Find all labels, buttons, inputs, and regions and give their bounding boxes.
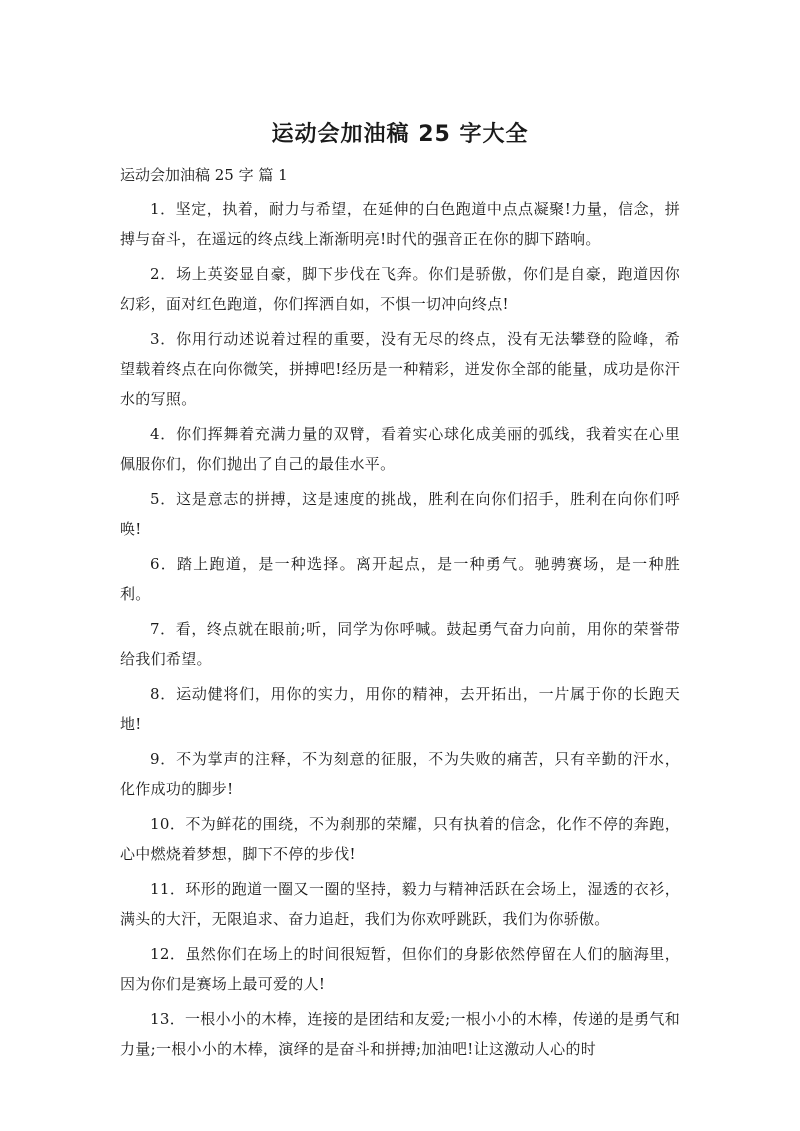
document-body (120, 194, 680, 1069)
paragraph: 9．不为掌声的注释，不为刻意的征服，不为失败的痛苦，只有辛勤的汗水，化作成功的脚步! (120, 750, 680, 798)
paragraph: 2．场上英姿显自豪，脚下步伐在飞奔。你们是骄傲，你们是自豪，跑道因你幻彩，面对红色跑道，你们挥洒自如，不惧一切冲向终点! (120, 265, 680, 313)
paragraph: 12．虽然你们在场上的时间很短暂，但你们的身影依然停留在人们的脑海里，因为你们是赛场上最可爱的人! (120, 945, 680, 993)
paragraph: 8．运动健将们，用你的实力，用你的精神，去开拓出，一片属于你的长跑天地! (120, 685, 680, 733)
paragraph: 6．踏上跑道，是一种选择。离开起点，是一种勇气。驰骋赛场，是一种胜利。 (120, 555, 680, 603)
paragraph: 3．你用行动述说着过程的重要，没有无尽的终点，没有无法攀登的险峰，希望载着终点在向你微笑，拼搏吧!经历是一种精彩，迸发你全部的能量，成功是你汗水的写照。 (120, 330, 680, 408)
paragraph: 1．坚定，执着，耐力与希望，在延伸的白色跑道中点点凝聚!力量，信念，拼搏与奋斗，在遥远的终点线上渐渐明亮!时代的强音正在你的脚下踏响。 (120, 200, 680, 248)
paragraph: 10．不为鲜花的围绕，不为刹那的荣耀，只有执着的信念，化作不停的奔跑，心中燃烧着梦想，脚下不停的步伐! (120, 815, 680, 863)
paragraph: 11．环形的跑道一圈又一圈的坚持，毅力与精神活跃在会场上，湿透的衣衫，满头的大汗，无限追求、奋力追赶，我们为你欢呼跳跃，我们为你骄傲。 (120, 880, 680, 928)
paragraph: 13．一根小小的木棒，连接的是团结和友爱;一根小小的木棒，传递的是勇气和力量;一根小小的木棒，演绎的是奋斗和拼搏;加油吧!让这激动人心的时 (120, 1010, 680, 1058)
paragraph: 5．这是意志的拼搏，这是速度的挑战，胜利在向你们招手，胜利在向你们呼唤! (120, 490, 680, 538)
document-title: 运动会加油稿 25 字大全 (271, 122, 529, 147)
paragraph: 7．看，终点就在眼前;听，同学为你呼喊。鼓起勇气奋力向前，用你的荣誉带给我们希望。 (120, 620, 680, 668)
paragraph: 4．你们挥舞着充满力量的双臂，看着实心球化成美丽的弧线，我着实在心里佩服你们，你们抛出了自己的最佳水平。 (120, 425, 680, 473)
document-subtitle: 运动会加油稿 25 字 篇 1 (120, 166, 288, 184)
